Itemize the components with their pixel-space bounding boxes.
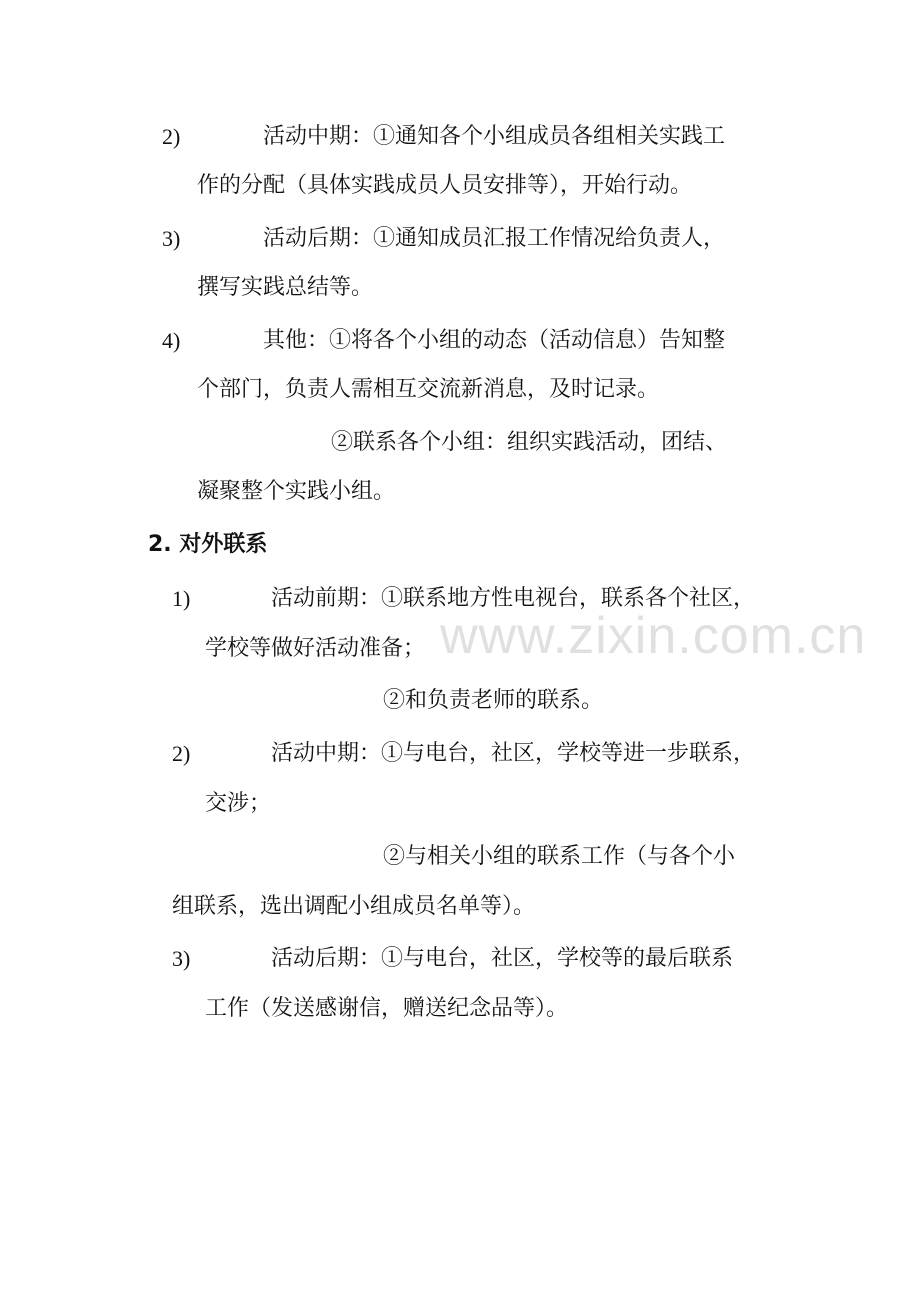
paragraph-line: 撰写实践总结等。 — [197, 275, 374, 300]
paragraph-line: 其他：①将各个小组的动态（活动信息）告知整 — [263, 328, 726, 353]
item-number: 4) — [162, 328, 181, 353]
paragraph-line: 组联系，选出调配小组成员名单等）。 — [172, 894, 536, 919]
paragraph-line: 学校等做好活动准备； — [205, 636, 426, 661]
item-number: 2) — [172, 741, 191, 766]
paragraph-line: 活动后期：①通知成员汇报工作情况给负责人， — [263, 226, 726, 251]
paragraph-line: ②和负责老师的联系。 — [383, 688, 604, 713]
paragraph-line: 个部门，负责人需相互交流新消息，及时记录。 — [197, 377, 660, 402]
paragraph-line: 活动前期：①联系地方性电视台，联系各个社区， — [271, 586, 756, 611]
paragraph-line: 活动后期：①与电台，社区，学校等的最后联系 — [271, 946, 734, 971]
paragraph-line: ②与相关小组的联系工作（与各个小 — [383, 844, 736, 869]
paragraph-line: 工作（发送感谢信，赠送纪念品等）。 — [205, 996, 569, 1021]
watermark: www.zixin.com.cn — [440, 607, 867, 665]
paragraph-line: 活动中期：①与电台，社区，学校等进一步联系， — [271, 741, 756, 766]
item-number: 1) — [172, 586, 191, 611]
item-number: 3) — [172, 946, 191, 971]
paragraph-line: 作的分配（具体实践成员人员安排等），开始行动。 — [197, 173, 693, 198]
paragraph-line: 交涉； — [205, 791, 272, 816]
section-heading: 2. 对外联系 — [148, 532, 268, 557]
paragraph-line: ②联系各个小组：组织实践活动，团结、 — [331, 430, 728, 455]
paragraph-line: 凝聚整个实践小组。 — [197, 479, 396, 504]
item-number: 2) — [162, 124, 181, 149]
paragraph-line: 活动中期：①通知各个小组成员各组相关实践工 — [263, 124, 726, 149]
item-number: 3) — [162, 226, 181, 251]
